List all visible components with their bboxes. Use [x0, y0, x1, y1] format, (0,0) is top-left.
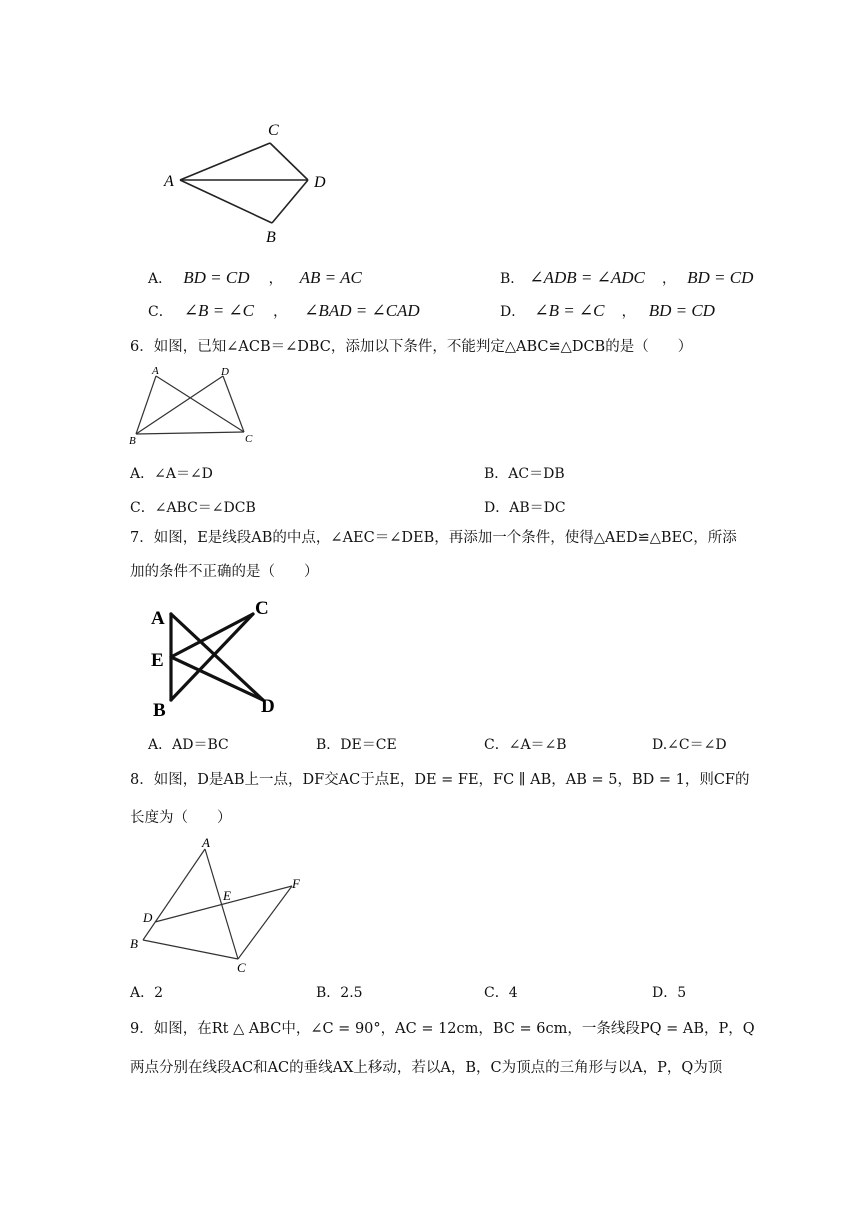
label-c: C: [237, 960, 246, 975]
segment-bc: [143, 940, 238, 959]
label-a: A: [151, 608, 165, 629]
figure-q6-trapezoid: [126, 364, 266, 449]
segment-bd: [272, 180, 308, 223]
q7-stem-line-2: 加的条件不正确的是（ ）: [130, 564, 319, 580]
label-e: E: [223, 888, 231, 903]
q9-stem-line-2: 两点分别在线段AC和AC的垂线AX上移动，若以A，B，C为顶点的三角形与以A，P，Q为顶: [130, 1060, 723, 1076]
option-letter: C．: [148, 304, 173, 320]
q8-stem-line-1: 8．如图，D是AB上一点，DF交AC于点E，DE = FE，FC ∥ AB，AB = 5，BD = 1，则CF的: [130, 772, 750, 788]
q5-option-c[interactable]: [148, 301, 420, 321]
option-letter: B．: [500, 271, 525, 287]
separator: ，: [621, 304, 636, 320]
label-c: C: [255, 598, 269, 619]
condition-2: BD = CD: [687, 268, 754, 287]
separator: ，: [268, 271, 283, 287]
q7-stem-line-1: 7．如图，E是线段AB的中点，∠AEC＝∠DEB，再添加一个条件，使得△AED≌△BEC，所添: [130, 530, 737, 546]
segment-ac: [156, 376, 244, 432]
condition-1: ∠B = ∠C: [183, 301, 254, 320]
q8-stem-line-2: 长度为（ ）: [130, 810, 232, 826]
q5-option-b[interactable]: [500, 268, 753, 288]
segment-cd: [270, 143, 308, 180]
q8-option-d[interactable]: D．5: [652, 985, 687, 1001]
q6-option-c[interactable]: C．∠ABC＝∠DCB: [130, 500, 256, 516]
option-letter: A．: [148, 271, 173, 287]
q6-stem: 6．如图，已知∠ACB＝∠DBC，添加以下条件，不能判定△ABC≌△DCB的是（ ）: [130, 339, 693, 355]
separator: ，: [273, 304, 288, 320]
q7-option-d[interactable]: D.∠C＝∠D: [652, 737, 727, 753]
condition-2: BD = CD: [648, 301, 715, 320]
segment-ab: [143, 849, 205, 940]
condition-2: AB = AC: [299, 268, 362, 287]
label-b: B: [266, 229, 276, 246]
label-c: C: [245, 433, 253, 445]
q8-option-b[interactable]: B．2.5: [316, 985, 363, 1001]
label-e: E: [151, 650, 164, 671]
q5-option-a[interactable]: [148, 268, 362, 288]
condition-1: ∠B = ∠C: [534, 301, 605, 320]
label-a: A: [164, 173, 174, 190]
condition-2: ∠BAD = ∠CAD: [304, 301, 420, 320]
q6-option-d[interactable]: D．AB＝DC: [484, 500, 566, 516]
label-b: B: [129, 435, 136, 447]
q5-option-d[interactable]: [500, 301, 715, 321]
label-d: D: [261, 696, 275, 717]
q7-option-b[interactable]: B．DE＝CE: [316, 737, 397, 753]
label-d: D: [143, 910, 153, 925]
q7-option-c[interactable]: C．∠A＝∠B: [484, 737, 567, 753]
condition-1: BD = CD: [183, 268, 250, 287]
label-d: D: [221, 366, 229, 378]
segment-bd: [136, 376, 223, 434]
segment-cd: [223, 376, 244, 432]
segment-bc: [136, 432, 244, 434]
segment-fc: [238, 886, 292, 959]
segment-ac: [180, 143, 270, 180]
q6-option-a[interactable]: A．∠A＝∠D: [130, 466, 213, 482]
q9-stem-line-1: 9．如图，在Rt △ ABC中，∠C = 90°，AC = 12cm，BC = 6cm，一条线段PQ = AB，P，Q: [130, 1021, 755, 1037]
label-b: B: [130, 936, 138, 951]
segment-ab: [180, 180, 272, 223]
q7-option-a[interactable]: A．AD＝BC: [148, 737, 229, 753]
condition-1: ∠ADB = ∠ADC: [529, 268, 645, 287]
label-a: A: [202, 835, 210, 850]
q6-option-b[interactable]: B．AC＝DB: [484, 466, 565, 482]
q8-option-c[interactable]: C．4: [484, 985, 518, 1001]
figure-q8-triangle: [125, 834, 315, 976]
q8-option-a[interactable]: A．2: [130, 985, 164, 1001]
label-b: B: [153, 700, 166, 721]
option-letter: D．: [500, 304, 526, 320]
label-c: C: [268, 122, 279, 139]
separator: ，: [662, 271, 676, 287]
segment-ab: [136, 376, 156, 434]
segment-ed: [171, 657, 263, 700]
label-d: D: [314, 174, 326, 191]
label-f: F: [292, 876, 300, 891]
figure-q7-cross: [145, 592, 290, 722]
figure-q5-kite: [150, 115, 350, 250]
label-a: A: [152, 365, 159, 377]
